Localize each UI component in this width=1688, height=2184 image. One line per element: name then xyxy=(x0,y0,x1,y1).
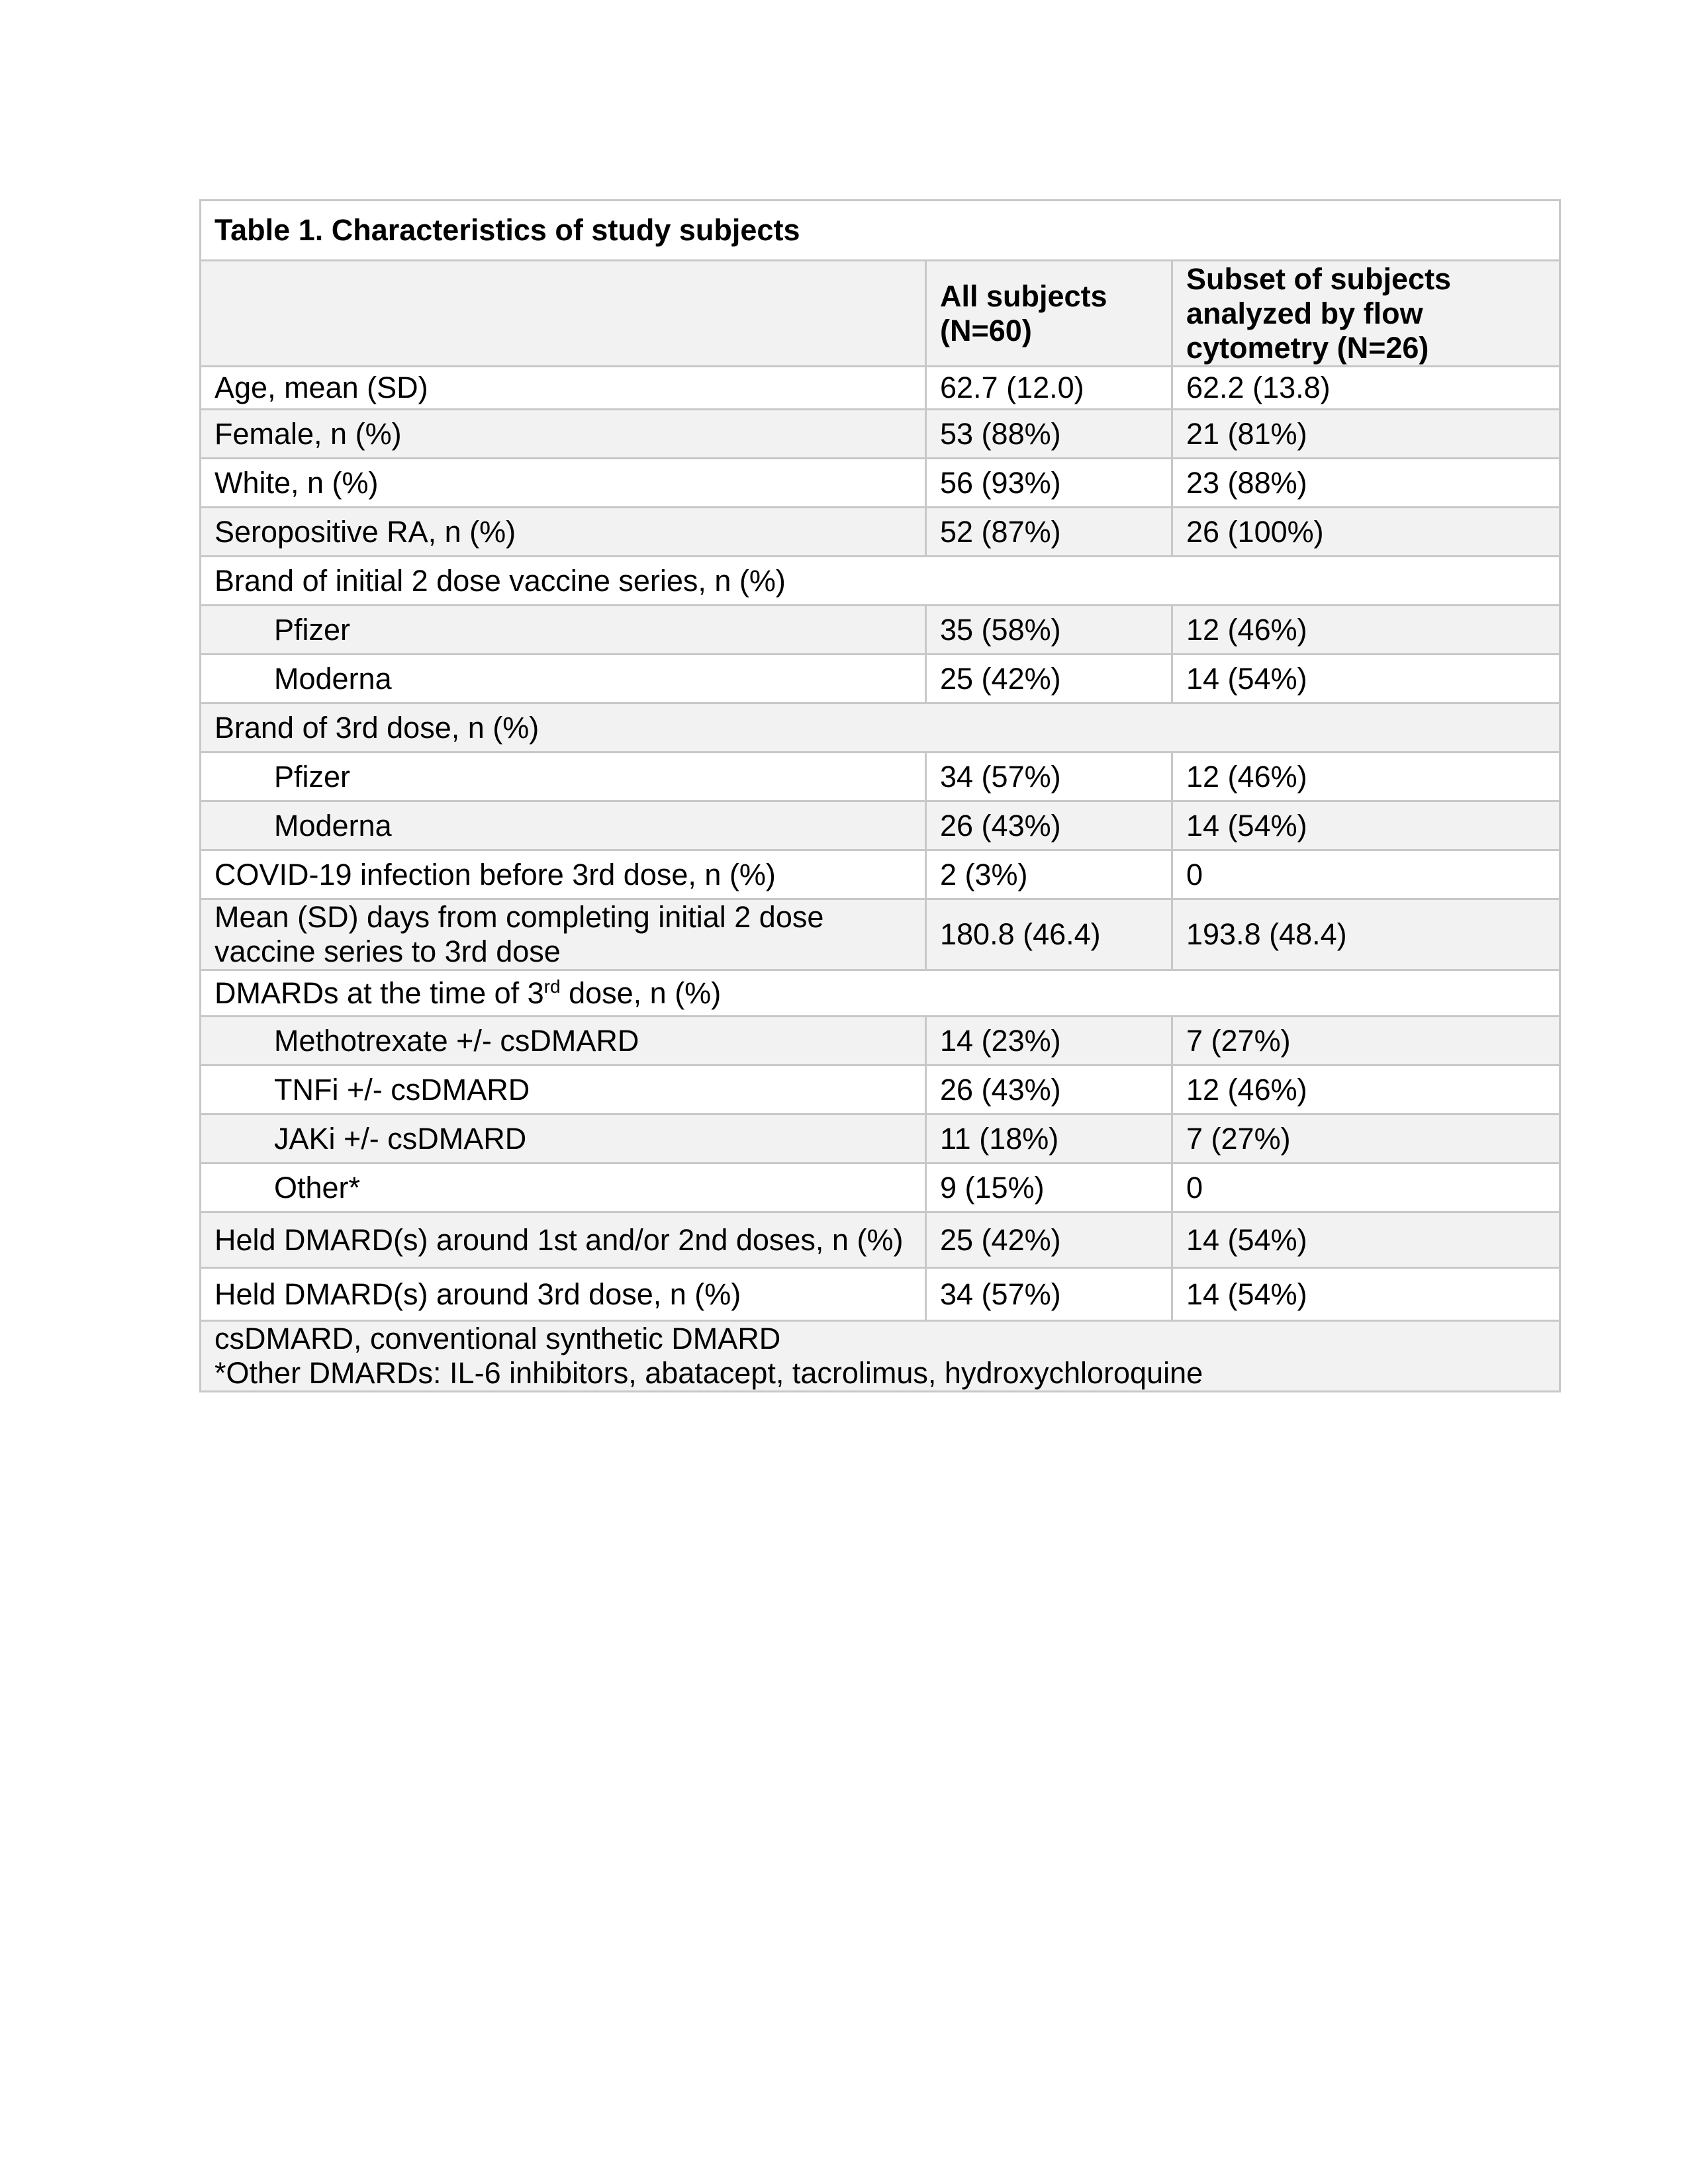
header-subset: Subset of subjects analyzed by flow cytometry (N=26) xyxy=(1172,261,1560,367)
cell-subset: 0 xyxy=(1172,1163,1560,1212)
cell-all: 34 (57%) xyxy=(926,1268,1172,1321)
cell-subset: 12 (46%) xyxy=(1172,606,1560,655)
cell-subset: 14 (54%) xyxy=(1172,655,1560,704)
table-row xyxy=(201,899,1560,970)
cell-subset: 62.2 (13.8) xyxy=(1172,367,1560,410)
cell-subset: 21 (81%) xyxy=(1172,410,1560,459)
row-label: Moderna xyxy=(201,801,926,850)
table-row xyxy=(201,801,1560,850)
cell-subset: 14 (54%) xyxy=(1172,1212,1560,1268)
row-label: JAKi +/- csDMARD xyxy=(201,1115,926,1163)
cell-subset: 26 (100%) xyxy=(1172,508,1560,557)
table-row xyxy=(201,606,1560,655)
row-label: Moderna xyxy=(201,655,926,704)
cell-subset: 23 (88%) xyxy=(1172,459,1560,508)
cell-all: 180.8 (46.4) xyxy=(926,899,1172,970)
section-label: Brand of initial 2 dose vaccine series, n (%) xyxy=(201,557,1560,606)
footnote-other-dmards: *Other DMARDs: IL-6 inhibitors, abatacept, tacrolimus, hydroxychloroquine xyxy=(214,1356,1203,1390)
table-row xyxy=(201,410,1560,459)
row-label: Held DMARD(s) around 1st and/or 2nd doses, n (%) xyxy=(201,1212,926,1268)
cell-all: 14 (23%) xyxy=(926,1017,1172,1066)
section-row xyxy=(201,970,1560,1017)
table-row xyxy=(201,1017,1560,1066)
cell-all: 25 (42%) xyxy=(926,1212,1172,1268)
cell-all: 2 (3%) xyxy=(926,850,1172,899)
row-label: Mean (SD) days from completing initial 2 dose vaccine series to 3rd dose xyxy=(201,899,926,970)
section-label-superscript: rd xyxy=(543,976,561,997)
cell-subset: 12 (46%) xyxy=(1172,752,1560,801)
row-label: COVID-19 infection before 3rd dose, n (%) xyxy=(201,850,926,899)
footnote-row xyxy=(201,1321,1560,1392)
row-label: TNFi +/- csDMARD xyxy=(201,1066,926,1115)
table-row xyxy=(201,1163,1560,1212)
row-label: White, n (%) xyxy=(201,459,926,508)
table-header-row xyxy=(201,261,1560,367)
cell-all: 25 (42%) xyxy=(926,655,1172,704)
cell-subset: 14 (54%) xyxy=(1172,1268,1560,1321)
table-row xyxy=(201,508,1560,557)
section-label-text: DMARDs at the time of 3 xyxy=(214,976,544,1010)
section-row xyxy=(201,557,1560,606)
row-label: Pfizer xyxy=(201,606,926,655)
cell-all: 62.7 (12.0) xyxy=(926,367,1172,410)
cell-all: 52 (87%) xyxy=(926,508,1172,557)
table-row xyxy=(201,1115,1560,1163)
table-row xyxy=(201,752,1560,801)
section-label-text-end: dose, n (%) xyxy=(560,976,722,1010)
row-label: Methotrexate +/- csDMARD xyxy=(201,1017,926,1066)
cell-subset: 0 xyxy=(1172,850,1560,899)
table-row xyxy=(201,367,1560,410)
cell-subset: 193.8 (48.4) xyxy=(1172,899,1560,970)
table-title-row xyxy=(201,201,1560,261)
table-row xyxy=(201,655,1560,704)
footnote-abbreviation: csDMARD, conventional synthetic DMARD xyxy=(214,1322,781,1355)
cell-all: 53 (88%) xyxy=(926,410,1172,459)
row-label: Age, mean (SD) xyxy=(201,367,926,410)
cell-all: 26 (43%) xyxy=(926,801,1172,850)
section-row xyxy=(201,704,1560,752)
table-row xyxy=(201,850,1560,899)
cell-all: 56 (93%) xyxy=(926,459,1172,508)
row-label: Seropositive RA, n (%) xyxy=(201,508,926,557)
row-label: Female, n (%) xyxy=(201,410,926,459)
table-row xyxy=(201,1268,1560,1321)
row-label: Other* xyxy=(201,1163,926,1212)
table-row xyxy=(201,1212,1560,1268)
cell-all: 11 (18%) xyxy=(926,1115,1172,1163)
header-blank-cell xyxy=(201,261,926,367)
characteristics-table xyxy=(199,199,1561,1392)
cell-subset: 12 (46%) xyxy=(1172,1066,1560,1115)
table-title: Table 1. Characteristics of study subjects xyxy=(201,201,1560,261)
cell-subset: 7 (27%) xyxy=(1172,1017,1560,1066)
cell-all: 34 (57%) xyxy=(926,752,1172,801)
row-label: Held DMARD(s) around 3rd dose, n (%) xyxy=(201,1268,926,1321)
cell-subset: 14 (54%) xyxy=(1172,801,1560,850)
section-label: Brand of 3rd dose, n (%) xyxy=(201,704,1560,752)
cell-all: 26 (43%) xyxy=(926,1066,1172,1115)
row-label: Pfizer xyxy=(201,752,926,801)
table-row xyxy=(201,1066,1560,1115)
cell-subset: 7 (27%) xyxy=(1172,1115,1560,1163)
footnote-cell xyxy=(201,1321,1560,1392)
header-all-subjects: All subjects (N=60) xyxy=(926,261,1172,367)
cell-all: 9 (15%) xyxy=(926,1163,1172,1212)
table-row xyxy=(201,459,1560,508)
section-label xyxy=(201,970,1560,1017)
cell-all: 35 (58%) xyxy=(926,606,1172,655)
